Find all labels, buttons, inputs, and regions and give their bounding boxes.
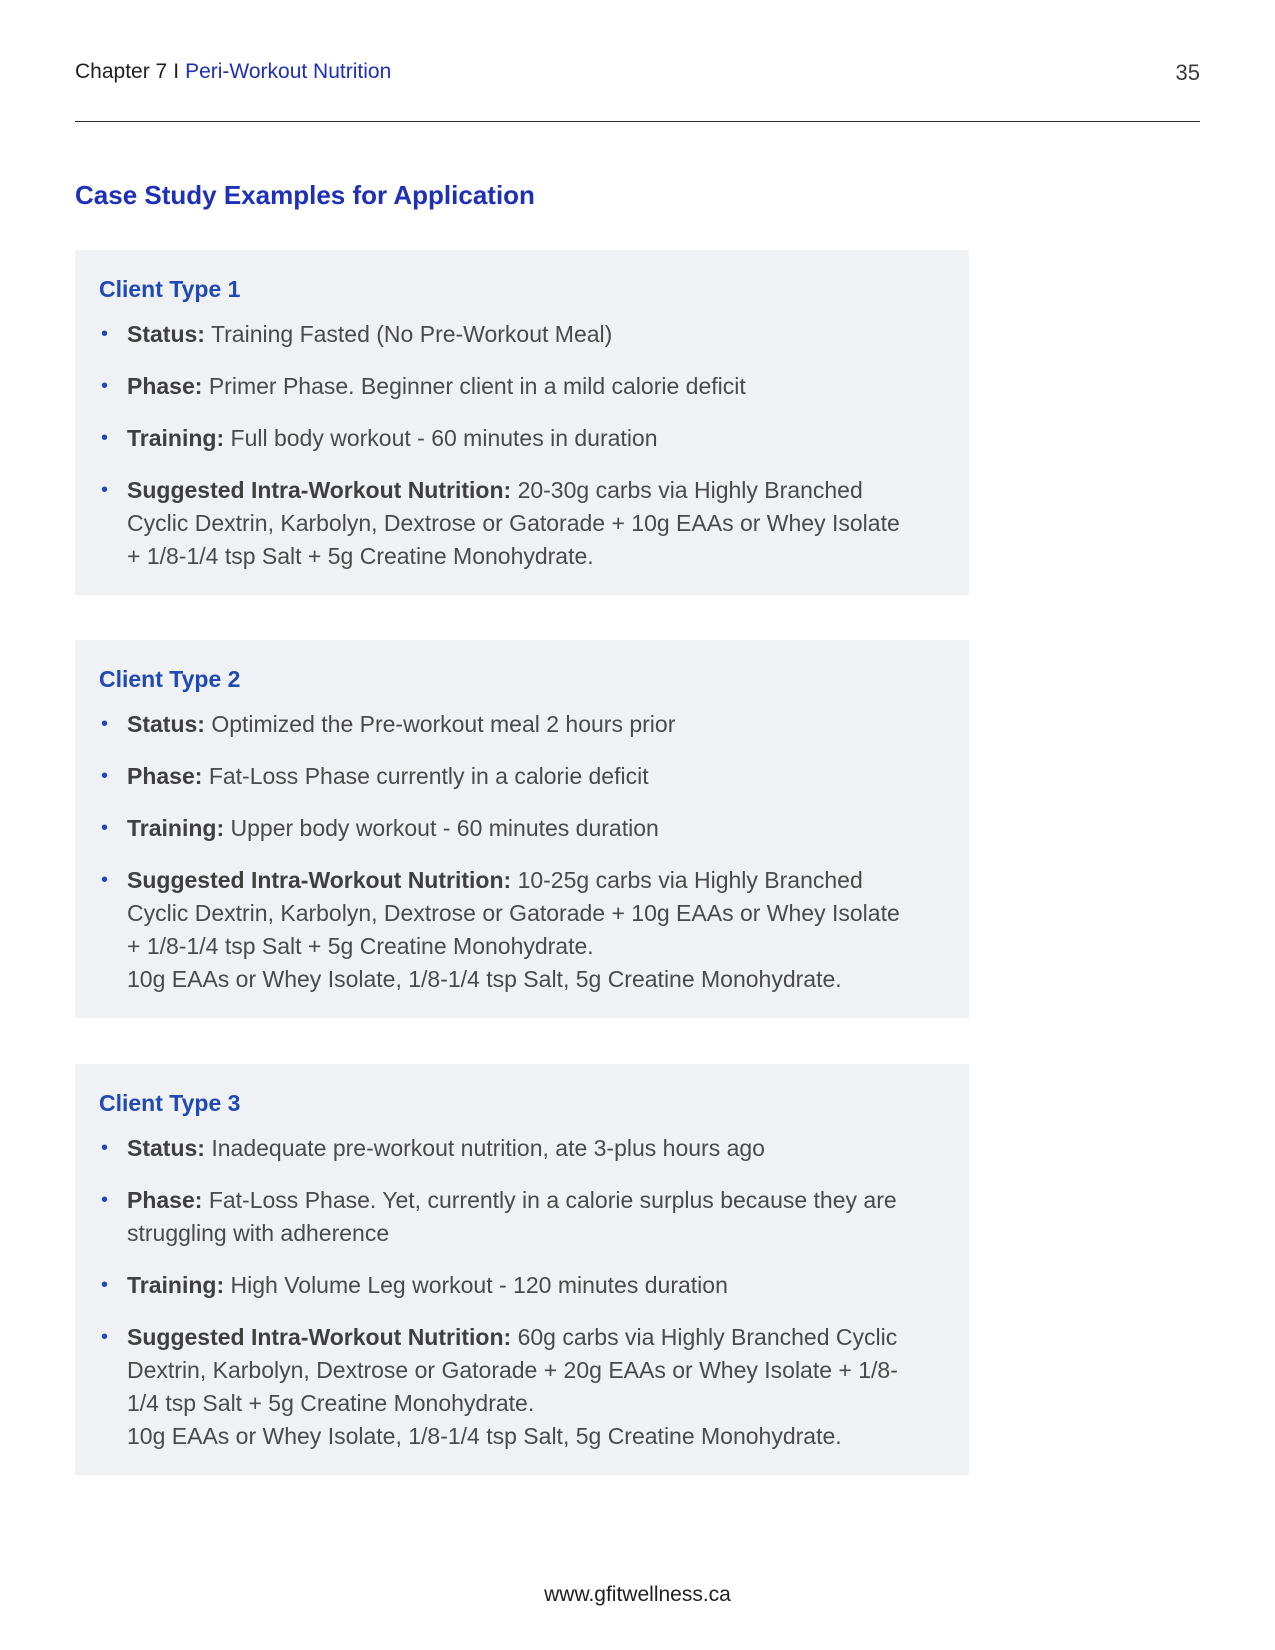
page-header (75, 60, 1200, 90)
header-divider (75, 121, 1200, 122)
bullet-icon: • (101, 713, 109, 735)
bullet-icon: • (101, 817, 109, 839)
item-text: Fat-Loss Phase currently in a calorie deficit (208, 763, 649, 789)
item-label: Status: (127, 321, 205, 347)
client-type-1-card (75, 250, 969, 595)
list-item (99, 1184, 919, 1250)
bullet-icon: • (101, 1274, 109, 1296)
item-label: Training: (127, 815, 225, 841)
list-item (99, 474, 919, 573)
item-text: 60g carbs via Highly Branched Cyclic Dextrin, Karbolyn, Dextrose or Gatorade + 20g EAAs or Whey Isolate + 1/8-1/4 tsp Salt + 5g Creatine Monohydrate. (127, 1324, 898, 1416)
client-type-3-card (75, 1064, 969, 1475)
item-label: Training: (127, 425, 225, 451)
bullet-icon: • (101, 479, 109, 501)
bullet-icon: • (101, 1326, 109, 1348)
item-label: Phase: (127, 763, 203, 789)
bullet-icon: • (101, 869, 109, 891)
bullet-icon: • (101, 427, 109, 449)
card-title: Client Type 1 (99, 276, 241, 302)
card-title: Client Type 3 (99, 1090, 241, 1116)
list-item (99, 1132, 919, 1165)
list-item (99, 1269, 919, 1302)
detail-list (99, 318, 919, 573)
item-text: Upper body workout - 60 minutes duration (230, 815, 659, 841)
item-label: Phase: (127, 1187, 203, 1213)
item-text: Primer Phase. Beginner client in a mild calorie deficit (208, 373, 746, 399)
list-item (99, 708, 919, 741)
item-text: 10-25g carbs via Highly Branched Cyclic Dextrin, Karbolyn, Dextrose or Gatorade + 10g EAAs or Whey Isolate + 1/8-1/4 tsp Salt + 5g Creatine Monohydrate. (127, 867, 900, 959)
footer-url: www.gfitwellness.ca (544, 1583, 731, 1606)
list-item (99, 370, 919, 403)
item-text: High Volume Leg workout - 120 minutes duration (230, 1272, 728, 1298)
chapter-label: Chapter 7 (75, 60, 168, 83)
item-label: Suggested Intra-Workout Nutrition: (127, 867, 512, 893)
bullet-icon: • (101, 375, 109, 397)
bullet-icon: • (101, 1189, 109, 1211)
item-text: Full body workout - 60 minutes in duration (230, 425, 658, 451)
item-text: Fat-Loss Phase. Yet, currently in a calorie surplus because they are struggling with adherence (127, 1187, 897, 1246)
page-title: Case Study Examples for Application (75, 180, 535, 210)
list-item (99, 1321, 919, 1453)
item-text: Inadequate pre-workout nutrition, ate 3-plus hours ago (211, 1135, 765, 1161)
list-item (99, 760, 919, 793)
detail-list (99, 1132, 919, 1453)
item-text-extra: 10g EAAs or Whey Isolate, 1/8-1/4 tsp Salt, 5g Creatine Monohydrate. (127, 966, 842, 992)
section-title: Peri-Workout Nutrition (185, 60, 392, 83)
item-text: 20-30g carbs via Highly Branched Cyclic Dextrin, Karbolyn, Dextrose or Gatorade + 10g EAAs or Whey Isolate + 1/8-1/4 tsp Salt + 5g Creatine Monohydrate. (127, 477, 900, 569)
header-separator: I (173, 60, 180, 83)
item-text: Optimized the Pre-workout meal 2 hours prior (211, 711, 676, 737)
list-item (99, 812, 919, 845)
item-label: Suggested Intra-Workout Nutrition: (127, 477, 512, 503)
page-number: 35 (1175, 60, 1200, 85)
list-item (99, 318, 919, 351)
client-type-2-card (75, 640, 969, 1018)
bullet-icon: • (101, 323, 109, 345)
item-label: Status: (127, 711, 205, 737)
item-label: Suggested Intra-Workout Nutrition: (127, 1324, 512, 1350)
item-label: Phase: (127, 373, 203, 399)
item-text-extra: 10g EAAs or Whey Isolate, 1/8-1/4 tsp Salt, 5g Creatine Monohydrate. (127, 1423, 842, 1449)
detail-list (99, 708, 919, 996)
list-item (99, 422, 919, 455)
list-item (99, 864, 919, 996)
item-text: Training Fasted (No Pre-Workout Meal) (210, 321, 613, 347)
card-title: Client Type 2 (99, 666, 241, 692)
bullet-icon: • (101, 1137, 109, 1159)
item-label: Status: (127, 1135, 205, 1161)
bullet-icon: • (101, 765, 109, 787)
item-label: Training: (127, 1272, 225, 1298)
